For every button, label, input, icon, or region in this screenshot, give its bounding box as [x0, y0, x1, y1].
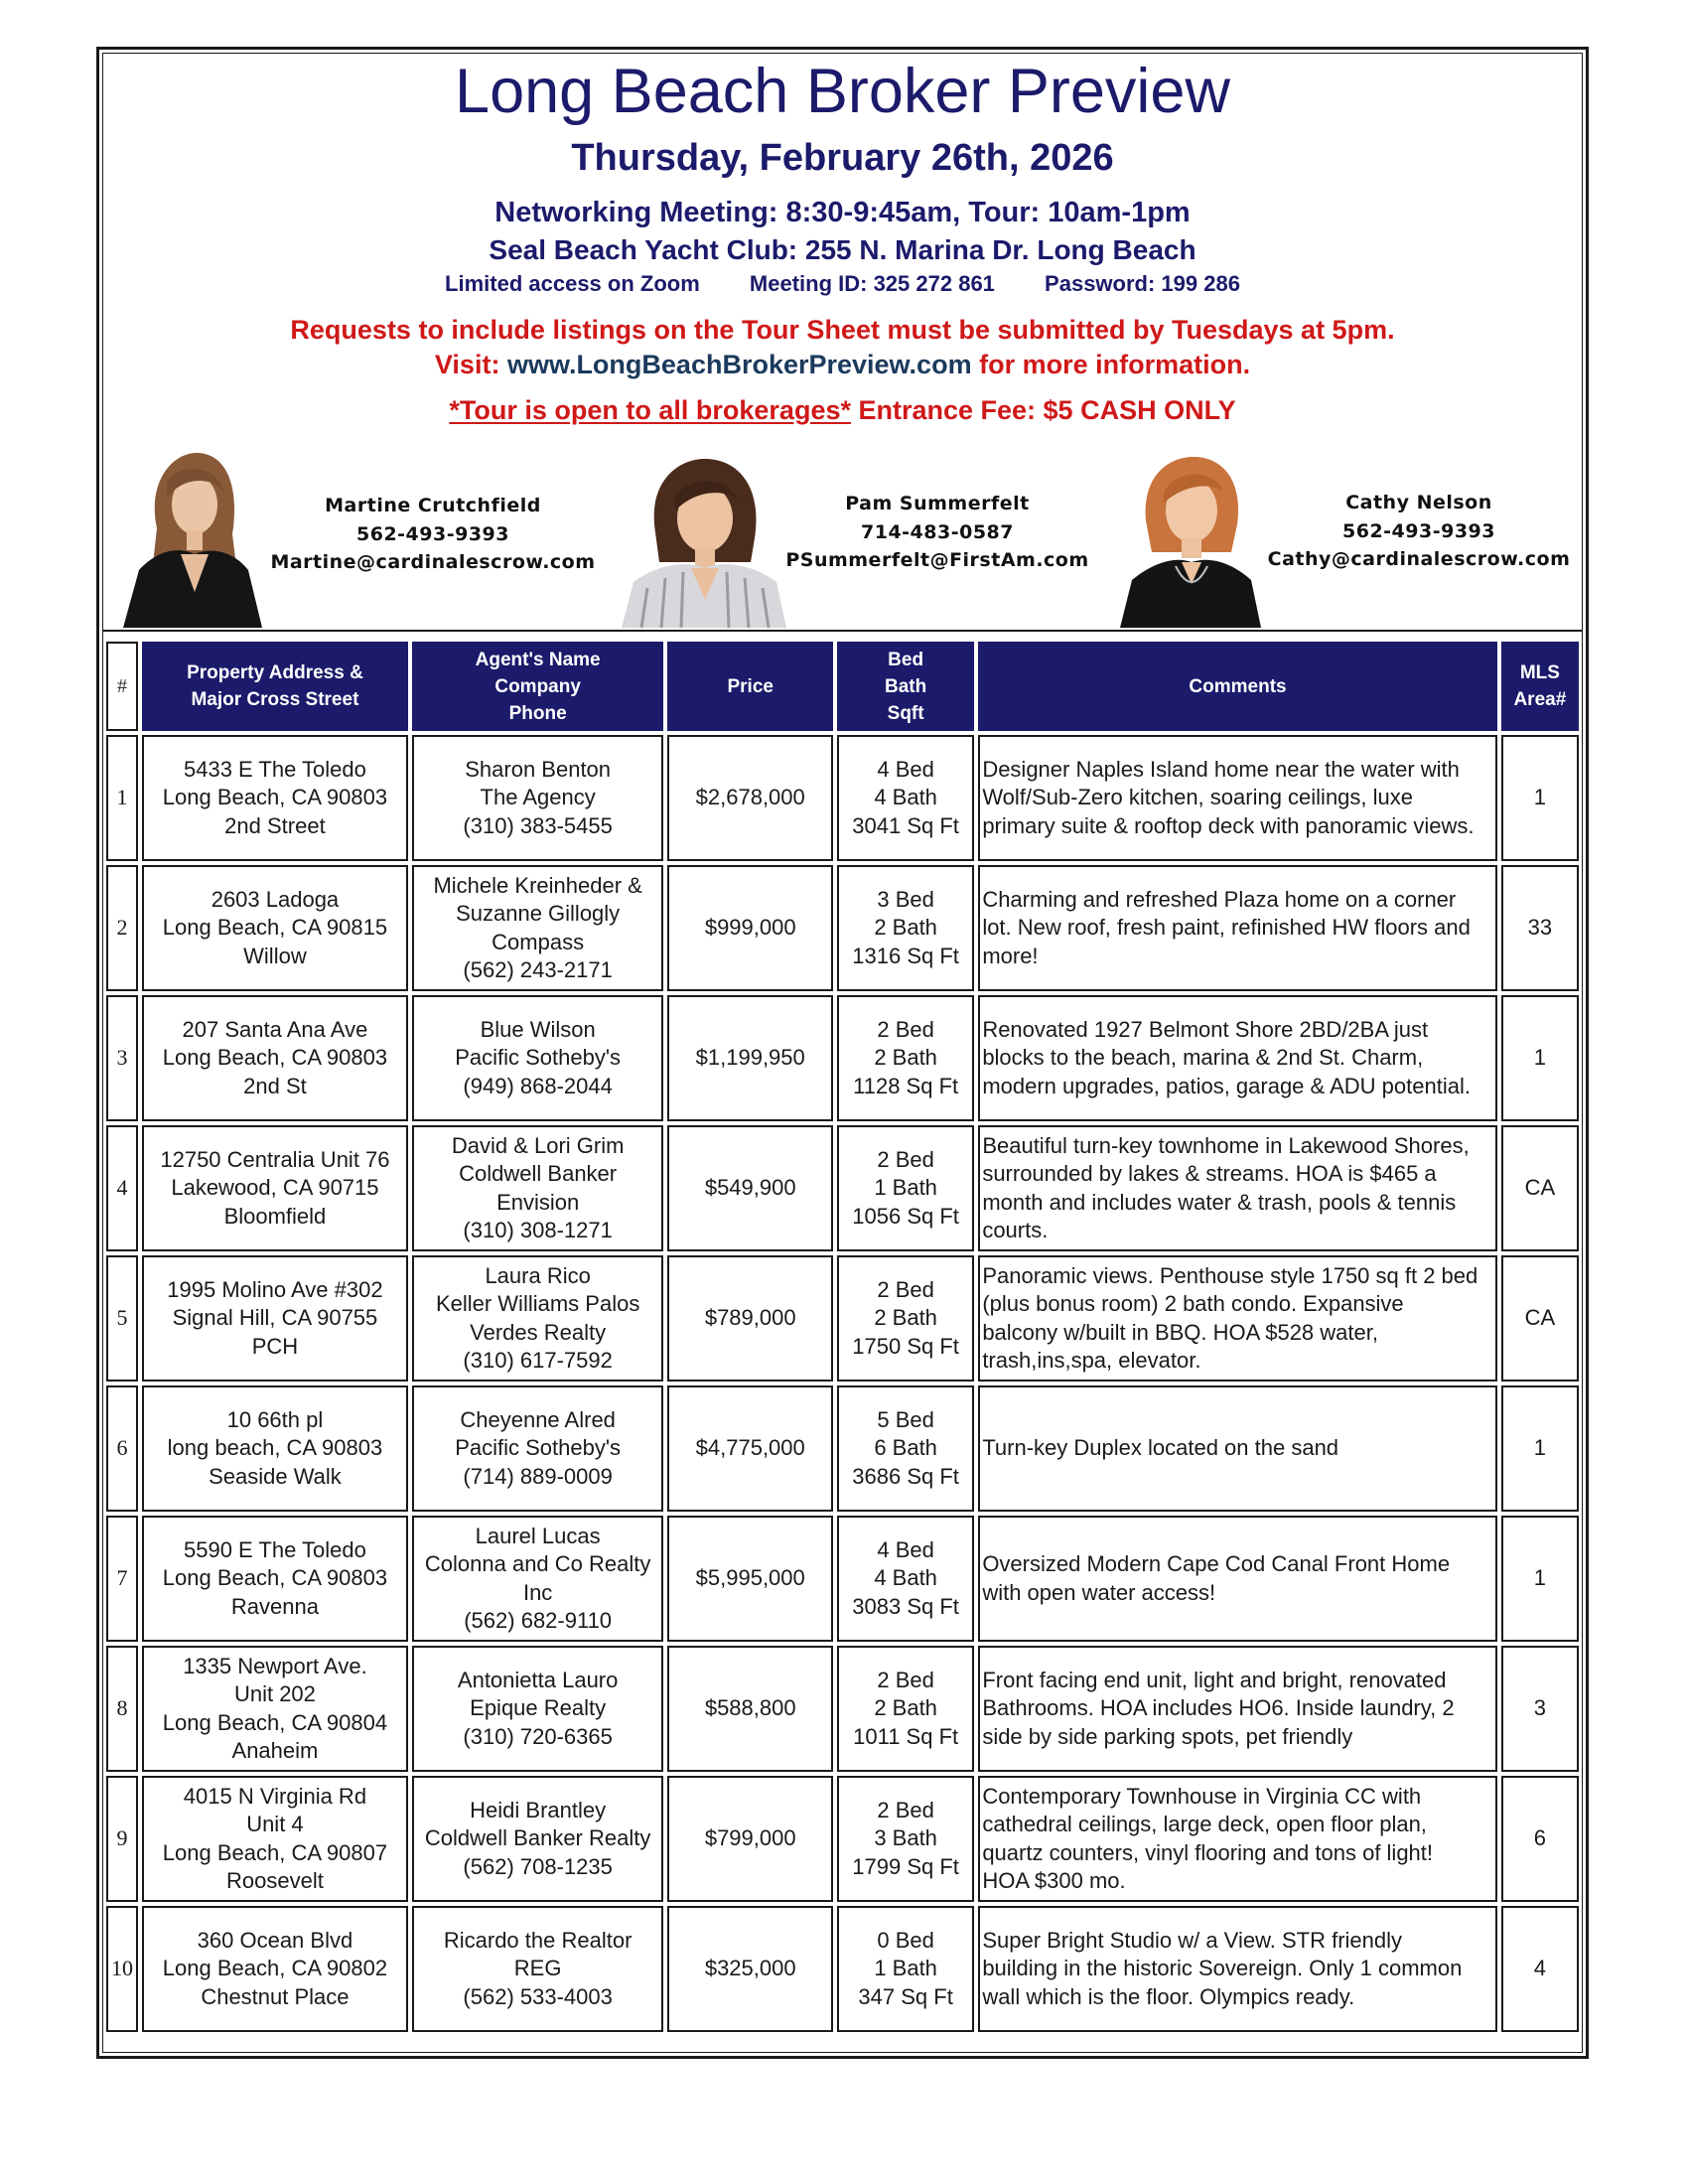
- bed-bath-sqft: 4 Bed 4 Bath 3041 Sq Ft: [837, 735, 974, 861]
- table-row: [106, 1385, 1579, 1512]
- visit-suffix: for more information.: [971, 350, 1251, 379]
- mls-area: 3: [1501, 1646, 1579, 1772]
- tour-open-note: *Tour is open to all brokerages*: [449, 395, 851, 425]
- row-number: 1: [106, 735, 138, 861]
- zoom-access: Limited access on Zoom: [445, 271, 700, 296]
- visit-prefix: Visit:: [434, 350, 507, 379]
- fee-line: [102, 391, 1583, 429]
- table-row: [106, 865, 1579, 991]
- pam-photo: [618, 453, 790, 628]
- agent-info: Antonietta Lauro Epique Realty (310) 720-6365: [412, 1646, 664, 1772]
- header-divider: [102, 630, 1583, 632]
- header-price: Price: [667, 642, 832, 731]
- contact-phone: 562-493-9393: [1342, 519, 1495, 542]
- row-number: 7: [106, 1516, 138, 1642]
- listing-price: $999,000: [667, 865, 832, 991]
- zoom-meeting-id: Meeting ID: 325 272 861: [749, 271, 995, 296]
- mls-area: 1: [1501, 735, 1579, 861]
- contact-cathy: [1259, 489, 1579, 574]
- mls-area: CA: [1501, 1125, 1579, 1251]
- agent-info: Ricardo the Realtor REG (562) 533-4003: [412, 1906, 664, 2032]
- listing-price: $2,678,000: [667, 735, 832, 861]
- mls-area: CA: [1501, 1255, 1579, 1382]
- listing-price: $325,000: [667, 1906, 832, 2032]
- row-number: 6: [106, 1385, 138, 1512]
- mls-area: 1: [1501, 995, 1579, 1121]
- bed-bath-sqft: 2 Bed 1 Bath 1056 Sq Ft: [837, 1125, 974, 1251]
- header-specs: Bed Bath Sqft: [837, 642, 974, 731]
- property-address: 5433 E The Toledo Long Beach, CA 90803 2nd Street: [142, 735, 408, 861]
- header-mls: MLS Area#: [1501, 642, 1579, 731]
- bed-bath-sqft: 4 Bed 4 Bath 3083 Sq Ft: [837, 1516, 974, 1642]
- row-number: 2: [106, 865, 138, 991]
- header-address: Property Address & Major Cross Street: [142, 642, 408, 731]
- property-address: 1995 Molino Ave #302 Signal Hill, CA 90755 PCH: [142, 1255, 408, 1382]
- agent-info: Laurel Lucas Colonna and Co Realty Inc (562) 682-9110: [412, 1516, 664, 1642]
- property-address: 10 66th pl long beach, CA 90803 Seaside Walk: [142, 1385, 408, 1512]
- property-address: 5590 E The Toledo Long Beach, CA 90803 Ravenna: [142, 1516, 408, 1642]
- table-row: [106, 1906, 1579, 2032]
- row-number: 5: [106, 1255, 138, 1382]
- contact-name: Pam Summerfelt: [845, 493, 1030, 514]
- cathy-photo: [1116, 449, 1265, 628]
- zoom-info: [102, 269, 1583, 299]
- bed-bath-sqft: 3 Bed 2 Bath 1316 Sq Ft: [837, 865, 974, 991]
- martine-photo: [117, 443, 266, 628]
- table-row: [106, 1255, 1579, 1382]
- listings-table: [102, 638, 1583, 2036]
- listing-price: $799,000: [667, 1776, 832, 1902]
- page-title: Long Beach Broker Preview: [455, 57, 1230, 126]
- listing-comments: Super Bright Studio w/ a View. STR friendly building in the historic Sovereign. Only 1 common wall which is the floor. Olympics ready.: [978, 1906, 1496, 2032]
- table-row: [106, 1125, 1579, 1251]
- listings-body: [106, 735, 1579, 2032]
- listing-comments: Charming and refreshed Plaza home on a corner lot. New roof, fresh paint, refinished HW floors and more!: [978, 865, 1496, 991]
- agent-info: Heidi Brantley Coldwell Banker Realty (562) 708-1235: [412, 1776, 664, 1902]
- listing-comments: Beautiful turn-key townhome in Lakewood Shores, surrounded by lakes & streams. HOA is $465 a month and includes water & trash, pools & tennis courts.: [978, 1125, 1496, 1251]
- bed-bath-sqft: 2 Bed 2 Bath 1750 Sq Ft: [837, 1255, 974, 1382]
- submission-deadline: Requests to include listings on the Tour Sheet must be submitted by Tuesdays at 5pm.: [290, 315, 1395, 345]
- contact-phone: 714-483-0587: [861, 520, 1014, 543]
- row-number: 4: [106, 1125, 138, 1251]
- contact-phone: 562-493-9393: [356, 522, 509, 545]
- table-header-row: [106, 642, 1579, 731]
- mls-area: 1: [1501, 1516, 1579, 1642]
- property-address: 2603 Ladoga Long Beach, CA 90815 Willow: [142, 865, 408, 991]
- table-row: [106, 1776, 1579, 1902]
- agent-info: Laura Rico Keller Williams Palos Verdes Realty (310) 617-7592: [412, 1255, 664, 1382]
- listing-price: $1,199,950: [667, 995, 832, 1121]
- bed-bath-sqft: 2 Bed 2 Bath 1011 Sq Ft: [837, 1646, 974, 1772]
- listing-price: $588,800: [667, 1646, 832, 1772]
- listing-price: $5,995,000: [667, 1516, 832, 1642]
- listing-price: $549,900: [667, 1125, 832, 1251]
- contact-email: PSummerfelt@FirstAm.com: [785, 549, 1089, 571]
- listing-comments: Renovated 1927 Belmont Shore 2BD/2BA just blocks to the beach, marina & 2nd St. Charm, modern upgrades, patios, garage & ADU potential.: [978, 995, 1496, 1121]
- table-row: [106, 1646, 1579, 1772]
- event-date: Thursday, February 26th, 2026: [571, 137, 1114, 179]
- listing-comments: Panoramic views. Penthouse style 1750 sq ft 2 bed (plus bonus room) 2 bath condo. Expansive balcony w/built in BBQ. HOA $528 water, trash,ins,spa, elevator.: [978, 1255, 1496, 1382]
- header-number: #: [106, 642, 138, 731]
- listing-price: $4,775,000: [667, 1385, 832, 1512]
- bed-bath-sqft: 0 Bed 1 Bath 347 Sq Ft: [837, 1906, 974, 2032]
- row-number: 10: [106, 1906, 138, 2032]
- property-address: 12750 Centralia Unit 76 Lakewood, CA 90715 Bloomfield: [142, 1125, 408, 1251]
- contact-name: Martine Crutchfield: [325, 495, 541, 516]
- listing-comments: Front facing end unit, light and bright, renovated Bathrooms. HOA includes HO6. Inside laundry, 2 side by side parking spots, pet friendly: [978, 1646, 1496, 1772]
- contact-pam: [778, 490, 1096, 575]
- zoom-password: Password: 199 286: [1045, 271, 1240, 296]
- property-address: 360 Ocean Blvd Long Beach, CA 90802 Chestnut Place: [142, 1906, 408, 2032]
- table-row: [106, 735, 1579, 861]
- header-agent: Agent's Name Company Phone: [412, 642, 664, 731]
- contact-email: Martine@cardinalescrow.com: [270, 551, 596, 573]
- visit-line: [102, 346, 1583, 383]
- agent-info: Sharon Benton The Agency (310) 383-5455: [412, 735, 664, 861]
- bed-bath-sqft: 5 Bed 6 Bath 3686 Sq Ft: [837, 1385, 974, 1512]
- listing-price: $789,000: [667, 1255, 832, 1382]
- agent-info: Cheyenne Alred Pacific Sotheby's (714) 889-0009: [412, 1385, 664, 1512]
- table-row: [106, 1516, 1579, 1642]
- agent-info: Blue Wilson Pacific Sotheby's (949) 868-2044: [412, 995, 664, 1121]
- contact-martine: [262, 492, 604, 577]
- website-link[interactable]: www.LongBeachBrokerPreview.com: [506, 350, 972, 379]
- property-address: 207 Santa Ana Ave Long Beach, CA 90803 2nd St: [142, 995, 408, 1121]
- header-comments: Comments: [978, 642, 1496, 731]
- meeting-times: Networking Meeting: 8:30-9:45am, Tour: 10am-1pm: [494, 197, 1191, 228]
- bed-bath-sqft: 2 Bed 3 Bath 1799 Sq Ft: [837, 1776, 974, 1902]
- entrance-fee: Entrance Fee: $5 CASH ONLY: [850, 395, 1236, 425]
- property-address: 4015 N Virginia Rd Unit 4 Long Beach, CA 90807 Roosevelt: [142, 1776, 408, 1902]
- table-row: [106, 995, 1579, 1121]
- agent-info: David & Lori Grim Coldwell Banker Envision (310) 308-1271: [412, 1125, 664, 1251]
- agent-info: Michele Kreinheder & Suzanne Gillogly Compass (562) 243-2171: [412, 865, 664, 991]
- mls-area: 1: [1501, 1385, 1579, 1512]
- contact-email: Cathy@cardinalescrow.com: [1267, 548, 1571, 570]
- row-number: 9: [106, 1776, 138, 1902]
- listing-comments: Turn-key Duplex located on the sand: [978, 1385, 1496, 1512]
- listing-comments: Oversized Modern Cape Cod Canal Front Home with open water access!: [978, 1516, 1496, 1642]
- listing-comments: Contemporary Townhouse in Virginia CC with cathedral ceilings, large deck, open floor plan, quartz counters, vinyl flooring and tons of light! HOA $300 mo.: [978, 1776, 1496, 1902]
- mls-area: 6: [1501, 1776, 1579, 1902]
- listing-comments: Designer Naples Island home near the water with Wolf/Sub-Zero kitchen, soaring ceilings, luxe primary suite & rooftop deck with panoramic views.: [978, 735, 1496, 861]
- mls-area: 33: [1501, 865, 1579, 991]
- bed-bath-sqft: 2 Bed 2 Bath 1128 Sq Ft: [837, 995, 974, 1121]
- row-number: 8: [106, 1646, 138, 1772]
- row-number: 3: [106, 995, 138, 1121]
- mls-area: 4: [1501, 1906, 1579, 2032]
- contact-name: Cathy Nelson: [1345, 492, 1492, 513]
- property-address: 1335 Newport Ave. Unit 202 Long Beach, CA 90804 Anaheim: [142, 1646, 408, 1772]
- event-location: Seal Beach Yacht Club: 255 N. Marina Dr. Long Beach: [489, 234, 1196, 265]
